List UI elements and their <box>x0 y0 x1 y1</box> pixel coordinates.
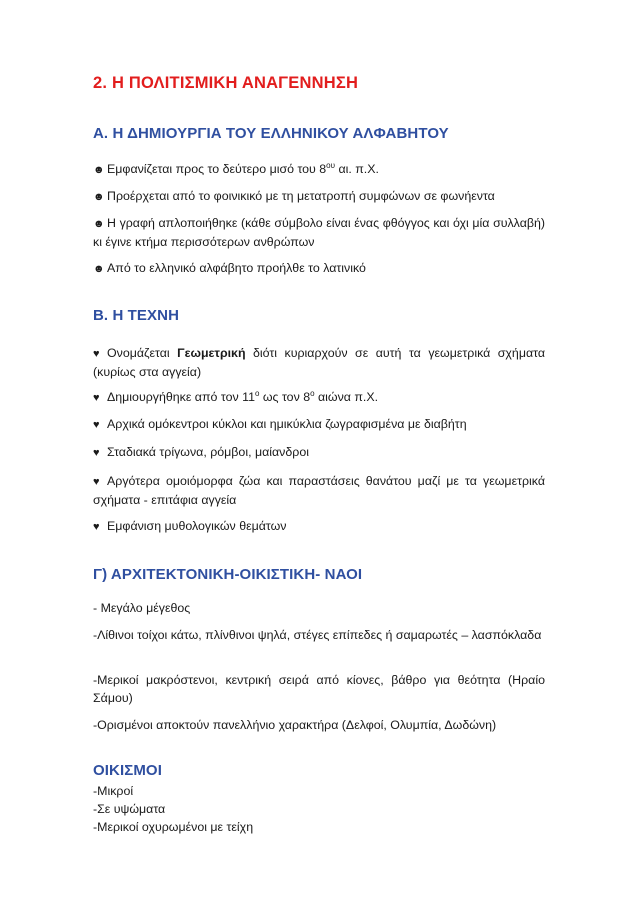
art-item: ♥ Αργότερα ομοιόμορφα ζώα και παραστάσεις θανάτου μαζί με τα γεωμετρικά σχήματα - επιτάφια αγγεία <box>93 474 545 507</box>
architecture-item: -Ορισμένοι αποκτούν πανελλήνιο χαρακτήρα (Δελφοί, Ολυμπία, Δωδώνη) <box>93 718 497 732</box>
alphabet-item: ☻ Από το ελληνικό αλφάβητο προήλθε το λατινικό <box>93 259 545 278</box>
heart-bullet-icon: ♥ <box>93 447 100 459</box>
art-item: ♥ Δημιουργήθηκε από τον $11^o$ ως τον $8^o$ αιώνα π.Χ. <box>93 388 545 407</box>
settlement-item: -Μικροί <box>93 784 134 798</box>
architecture-item: - Μεγάλο μέγεθος <box>93 601 191 615</box>
smiley-bullet-icon: ☻ <box>93 218 105 230</box>
heart-bullet-icon: ♥ <box>93 392 100 404</box>
settlement-item: -Σε υψώματα <box>93 802 166 816</box>
settlement-item: -Μερικοί οχυρωμένοι με τείχη <box>93 820 254 834</box>
section-heading-settlements: ΟΙΚΙΣΜΟΙ <box>93 762 162 779</box>
section-heading-art: Β. Η ΤΕΧΝΗ <box>93 307 180 324</box>
art-item: ♥ Αρχικά ομόκεντροι κύκλοι και ημικύκλια ζωγραφισμένα με διαβήτη <box>93 415 545 434</box>
alphabet-item: ☻ Εμφανίζεται προς το δεύτερο μισό του $8^{o\upsilon}$ αι. π.Χ. <box>93 160 545 179</box>
heart-bullet-icon: ♥ <box>93 476 100 488</box>
smiley-bullet-icon: ☻ <box>93 263 105 275</box>
section-heading-architecture: Γ) ΑΡΧΙΤΕΚΤΟΝΙΚΗ-ΟΙΚΙΣΤΙΚΗ- ΝΑΟΙ <box>93 566 363 583</box>
page-title: 2. Η ΠΟΛΙΤΙΣΜΙΚΗ ΑΝΑΓΕΝΝΗΣΗ <box>93 74 359 92</box>
smiley-bullet-icon: ☻ <box>93 164 105 176</box>
art-item: ♥ Σταδιακά τρίγωνα, ρόμβοι, μαίανδροι <box>93 443 545 462</box>
heart-bullet-icon: ♥ <box>93 348 100 360</box>
heart-bullet-icon: ♥ <box>93 419 100 431</box>
architecture-item: -Λίθινοι τοίχοι κάτω, πλίνθινοι ψηλά, στέγες επίπεδες ή σαμαρωτές – λασπόκλαδα <box>93 628 542 642</box>
smiley-bullet-icon: ☻ <box>93 191 105 203</box>
heart-bullet-icon: ♥ <box>93 521 100 533</box>
architecture-item: -Μερικοί μακρόστενοι, κεντρική σειρά από κίονες, βάθρο για θεότητα (Ηραίο Σάμου) <box>93 673 545 705</box>
alphabet-item: ☻ Η γραφή απλοποιήθηκε (κάθε σύμβολο είναι ένας φθόγγος και όχι μία συλλαβή) κι έγινε κτήμα περισσότερων ανθρώπων <box>93 216 545 249</box>
art-item: ♥ Ονομάζεται Γεωμετρική διότι κυριαρχούν σε αυτή τα γεωμετρικά σχήματα (κυρίως στα αγγεία) <box>93 346 546 379</box>
alphabet-item: ☻ Προέρχεται από το φοινικικό με τη μετατροπή συμφώνων σε φωνήεντα <box>93 187 545 206</box>
section-heading-alphabet: Α. Η ΔΗΜΙΟΥΡΓΙΑ ΤΟΥ ΕΛΛΗΝΙΚΟΥ ΑΛΦΑΒΗΤΟΥ <box>93 125 449 142</box>
art-item: ♥ Εμφάνιση μυθολογικών θεμάτων <box>93 517 545 536</box>
